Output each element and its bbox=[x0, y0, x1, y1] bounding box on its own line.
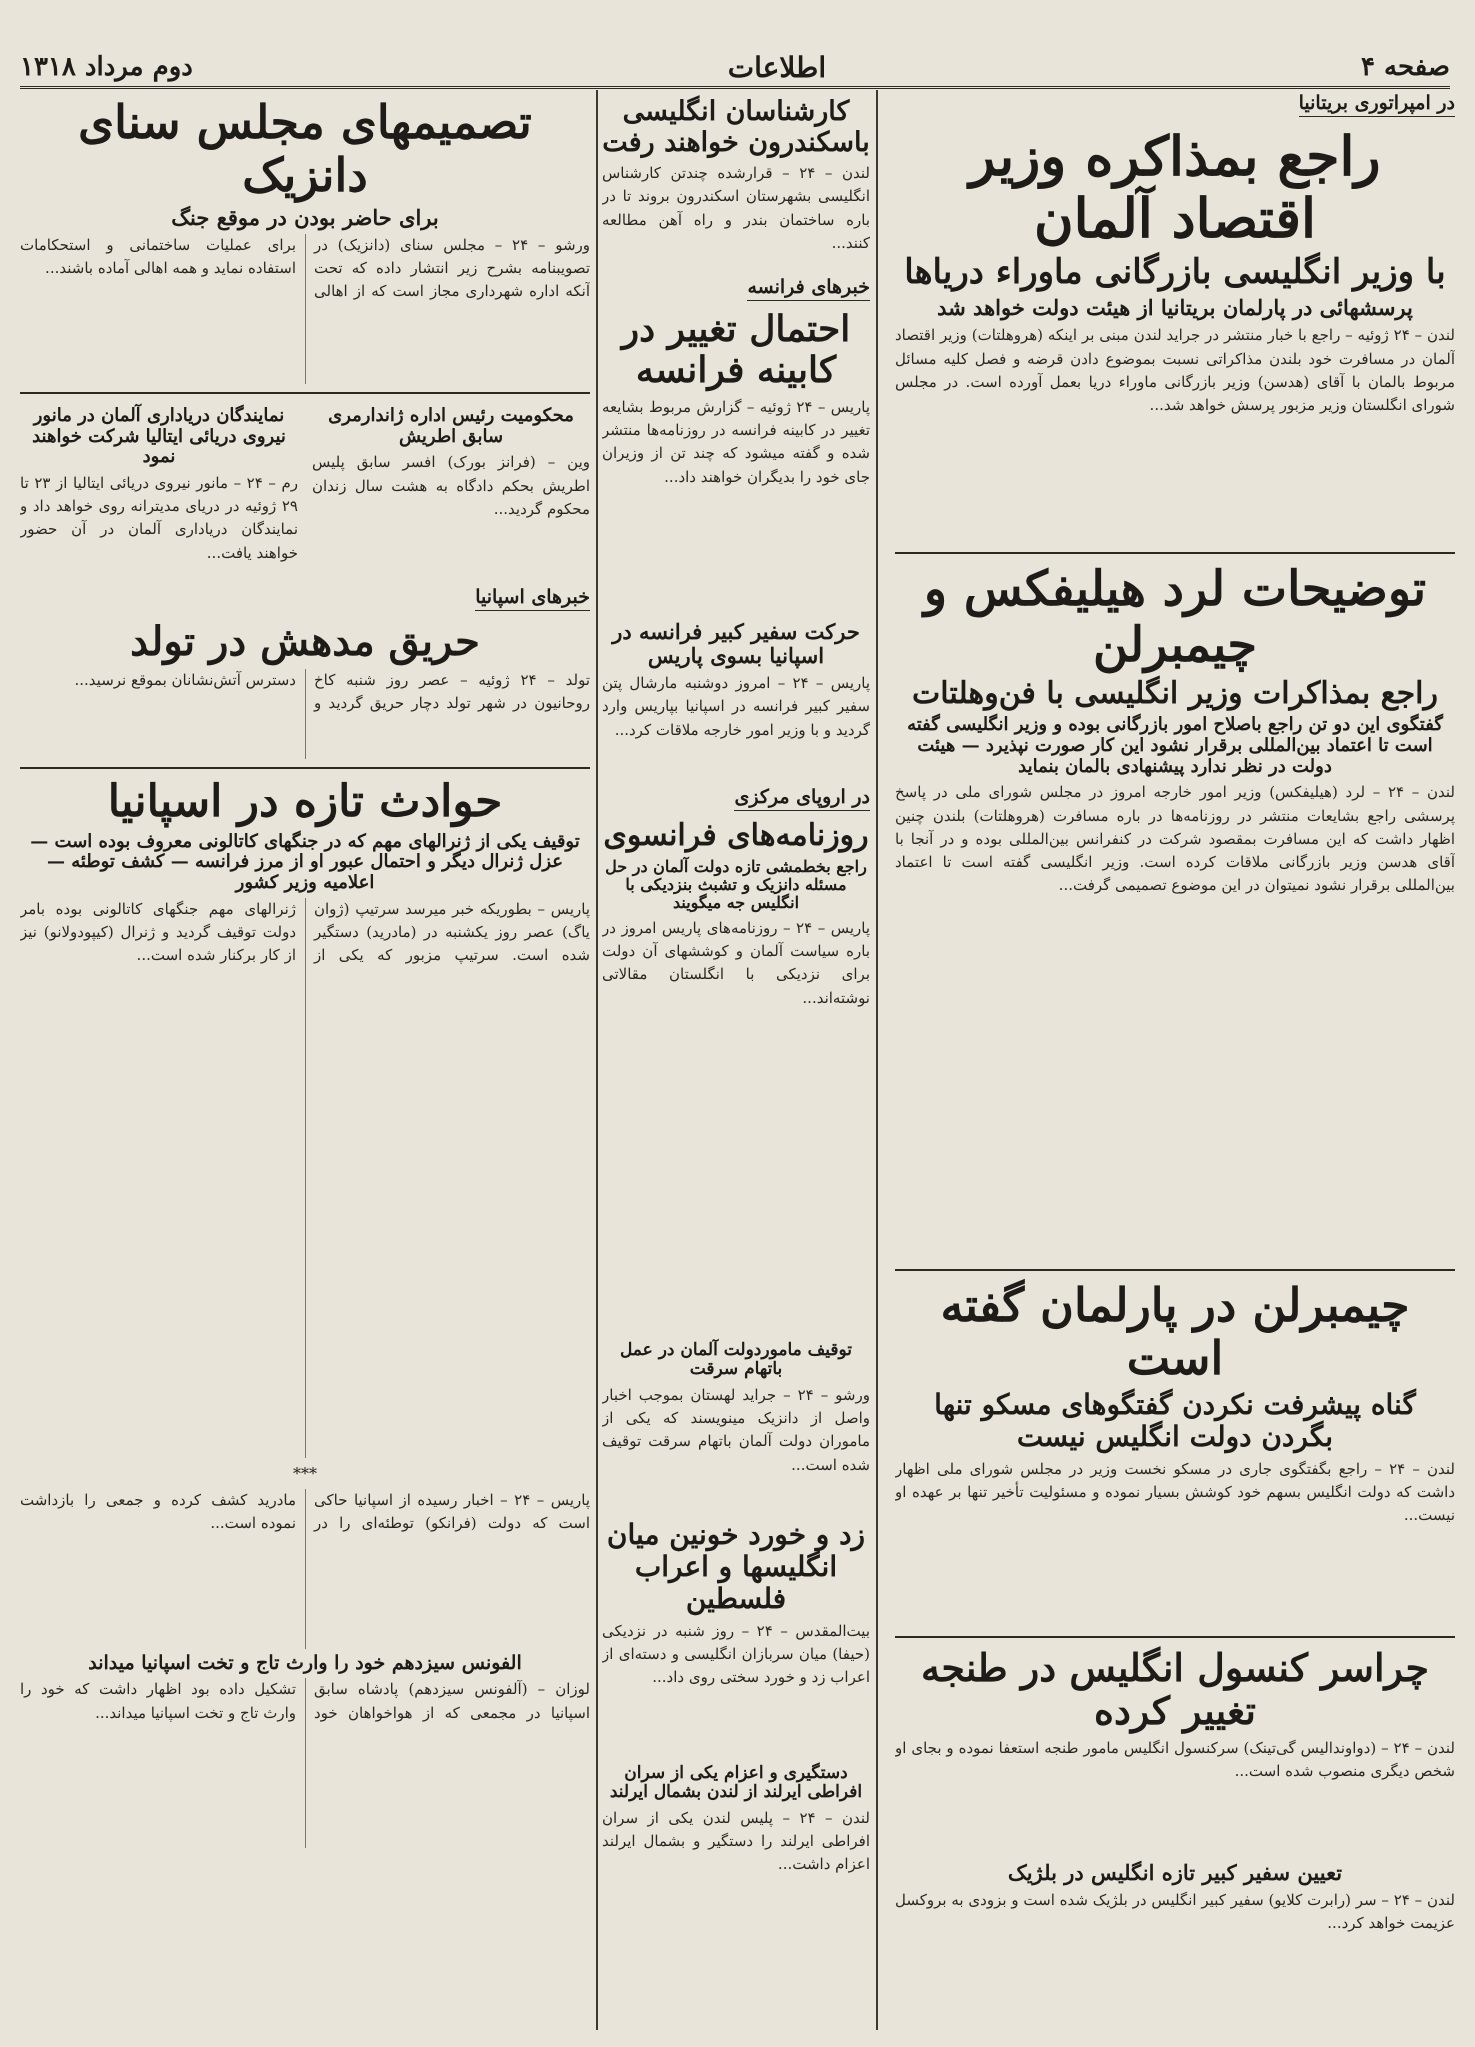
subheadline-trade-confidence: گفتگوی این دو تن راجع باصلاح امور بازرگانی بوده و وزیر انگلیسی گفته است تا اعتماد بین‌المللی برقرار نشود این کار صورت نپذیرد — هیئت دولت در نظر ندارد پیشنهادی بالمان بنماید bbox=[907, 714, 1443, 777]
separator-stars: *** bbox=[293, 1463, 317, 1483]
subheadline-danzig-policy: راجع بخطمشی تازه دولت آلمان در حل مسئله دانزیک و تشبث بنزدیکی با انگلیس جه میگویند bbox=[605, 856, 867, 913]
headline-halifax-chamberlain: توضیحات لرد هیلیفکس و چیمبرلن bbox=[923, 561, 1427, 673]
headline-french-ambassador-spain: حرکت سفیر کبیر فرانسه در اسپانیا بسوی پاریس bbox=[612, 618, 860, 669]
column-divider-right bbox=[876, 90, 878, 2030]
right-column bbox=[895, 92, 1455, 2032]
headline-german-agent-arrest: توقیف ماموردولت آلمان در عمل باتهام سرقت bbox=[619, 1339, 853, 1380]
subheadline-war-readiness: برای حاضر بودن در موقع جنگ bbox=[171, 204, 439, 230]
headline-danzig-senate: تصمیمهای مجلس سنای دانزیک bbox=[78, 95, 532, 202]
article-body-tangier: لندن – ۲۴ – (دواوندالیس گی‌تینک) سرکنسول انگلیس مامور طنجه استعفا نموده و بجای او شخص دیگری منصوب شده است... bbox=[895, 1738, 1455, 1781]
subheadline-overseas-trade: با وزیر انگلیسی بازرگانی ماوراء دریاها bbox=[904, 252, 1446, 293]
article-body-iskenderun: لندن – ۲۴ – قرارشده چندتن کارشناس انگلیسی بشهرستان اسکندرون بروند تا در باره ساختمان بندر و راه آهن مطالعه کنند... bbox=[602, 164, 870, 252]
article-body-arrest: ورشو – ۲۴ – جراید لهستان بموجب اخبار واصل از دانزیک مینویسند که یکی از ماموران دولت آلمان باتهام سرقت توقیف شده است... bbox=[602, 1385, 870, 1474]
headline-tangier-consul: چراسر کنسول انگلیس در طنجه تغییر کرده bbox=[921, 1644, 1429, 1734]
column-divider-left bbox=[596, 90, 598, 2030]
subheadline-parliament-questions: پرسشهائی در پارلمان بریتانیا از هیئت دولت خواهد شد bbox=[937, 295, 1413, 321]
article-body-alfonso: لوزان – (آلفونس سیزدهم) پادشاه سابق اسپانیا در مجمعی که از هواخواهان خود تشکیل داده بود اظهار داشت که خود را وارث تاج و تخت اسپانیا میداند... bbox=[20, 1680, 590, 1722]
headline-belgium-ambassador: تعیین سفیر کبیر تازه انگلیس در بلژیک bbox=[1007, 1859, 1343, 1885]
headline-french-newspapers: روزنامه‌های فرانسوی bbox=[603, 818, 869, 854]
left-column bbox=[20, 92, 590, 2032]
headline-ireland-arrest: دستگیری و اعزام یکی از سران افراطی ایرلند از لندن بشمال ایرلند bbox=[609, 1762, 863, 1803]
divider bbox=[895, 1269, 1455, 1271]
headline-german-economy-minister: راجع بمذاکره وزیر اقتصاد آلمان bbox=[969, 124, 1381, 251]
headline-austria-police-chief: محکومیت رئیس اداره ژاندارمری سابق اطریش bbox=[328, 404, 574, 447]
article-body-belgium: لندن – ۲۴ – سر (رابرت کلایو) سفیر کبیر انگلیس در بلژیک شده است و بزودی به بروکسل عزیمت خواهد کرد... bbox=[895, 1891, 1455, 1933]
headline-palestine-clash: زد و خورد خونین میان انگلیسها و اعراب فلسطین bbox=[606, 1518, 866, 1616]
headline-toledo-fire: حریق مدهش در تولد bbox=[130, 617, 480, 665]
article-body-navy: رم – ۲۴ – مانور نیروی دریائی ایتالیا از ۲۳ تا ۲۹ ژوئیه در دریای مدیترانه روی خواهد داد و نمایندگان دریاداری آلمان در آن حضور خواهند یافت... bbox=[20, 473, 298, 562]
section-label-british-empire: در امپراتوری بریتانیا bbox=[1299, 92, 1455, 117]
article-body-french-press: پاریس – ۲۴ – روزنامه‌های پاریس امروز در باره سیاست آلمان و کوششهای آن دولت برای نزدیکی با انگلستان مقالاتی نوشته‌اند... bbox=[602, 918, 870, 1007]
headline-spain-events: حوادث تازه در اسپانیا bbox=[107, 775, 503, 827]
article-body-austria: وین – (فرانز بورک) افسر سابق پلیس اطریش بحکم دادگاه به هشت سال زندان محکوم گردید... bbox=[312, 453, 590, 518]
section-label-france: خبرهای فرانسه bbox=[747, 276, 870, 301]
article-body-french-cabinet: پاریس – ۲۴ ژوئیه – گزارش مربوط بشایعه تغییر در کابینه فرانسه در روزنامه‌ها منتشر شده و گفته میشود که چند تن از وزیران جای خود را بدیگران خواهند داد... bbox=[602, 397, 870, 486]
section-label-central-europe: در اروپای مرکزی bbox=[734, 786, 870, 811]
subheadline-general-arrest: توقیف یکی از ژنرالهای مهم که در جنگهای کاتالونی معروف بوده است — عزل ژنرال دیگر و احتمال عبور او از مرز فرانسه — کشف توطئه — اعلامیه وزیر کشور bbox=[30, 830, 580, 893]
article-body-moscow: لندن – ۲۴ – راجع بگفتگوی جاری در مسکو نخست وزیر در مجلس شورای ملی اظهار داشت که دولت انگلیس بسهم خود کوشش بسیار نموده و مسئولیت تأخیر تنها بر عهده او نیست... bbox=[895, 1459, 1455, 1525]
page-number: صفحه ۴ bbox=[1361, 52, 1450, 82]
article-body-plot: پاریس – ۲۴ – اخبار رسیده از اسپانیا حاکی است که دولت (فرانکو) توطئه‌ای را در مادرید کشف کرده و جمعی را بازداشت نموده است... bbox=[20, 1490, 590, 1532]
headline-french-cabinet: احتمال تغییر در کابینه فرانسه bbox=[621, 308, 851, 392]
masthead bbox=[20, 48, 1450, 89]
headline-alfonso-xiii: الفونس سیزدهم خود را وارث تاج و تخت اسپانیا میداند bbox=[88, 1651, 522, 1674]
subheadline-moscow-talks: گناه پیشرفت نکردن گفتگوهای مسکو تنها بگردن دولت انگلیس نیست bbox=[934, 1388, 1416, 1454]
article-body-danzig: ورشو – ۲۴ – مجلس سنای (دانزیک) در تصویبنامه بشرح زیر انتشار داده که تحت آنکه اداره شهرداری مجاز است که از اهالی برای عملیات ساختمانی و استحکامات استفاده نماید و همه اهالی آماده باشند... bbox=[20, 235, 590, 301]
divider bbox=[20, 767, 590, 769]
subheadline-wohlthat-talks: راجع بمذاکرات وزیر انگلیسی با فن‌وهلتات bbox=[912, 675, 1438, 711]
headline-british-experts-iskenderun: کارشناسان انگلیسی باسکندرون خواهند رفت bbox=[602, 96, 870, 159]
divider bbox=[895, 1636, 1455, 1638]
article-body-palestine: بیت‌المقدس – ۲۴ – روز شنبه در نزدیکی (حیفا) میان سربازان انگلیسی و دسته‌ای از اعراب زد و خورد سختی روی داد... bbox=[602, 1621, 870, 1687]
paper-name: اطلاعات bbox=[727, 50, 827, 84]
divider bbox=[20, 392, 590, 394]
issue-date: دوم مرداد ۱۳۱۸ bbox=[20, 52, 193, 82]
two-briefs-row bbox=[20, 402, 590, 586]
divider bbox=[895, 552, 1455, 554]
headline-german-navy-italy: نمایندگان دریاداری آلمان در مانور نیروی دریائی ایتالیا شرکت خواهند نمود bbox=[32, 404, 286, 468]
headline-chamberlain-parliament: چیمبرلن در پارلمان گفته است bbox=[940, 1278, 1410, 1386]
article-body-ambassador: پاریس – ۲۴ – امروز دوشنبه مارشال پتن سفیر کبیر فرانسه در اسپانیا بپاریس وارد گردید و با وزیر امور خارجه ملاقات کرد... bbox=[602, 674, 870, 739]
article-body-ireland: لندن – ۲۴ – پلیس لندن یکی از سران افراطی ایرلند را دستگیر و بشمال ایرلند اعزام داشت... bbox=[602, 1808, 870, 1874]
palestine-ireland-block bbox=[602, 1515, 870, 2035]
brief-navy bbox=[20, 402, 298, 586]
article-body-halifax: لندن – ۲۴ – لرد (هیلیفکس) وزیر امور خارجه امروز در مجلس شورای ملی در پاسخ پرسشی راجع بشایعات منتشر در روزنامه‌ها در باره مسافرت (هروهلتات) بلندن چنین اظهار داشت که این مسافرت بمقصود شرکت در کنفرانس بین‌المللی بوده و در آنجا با آقای هدسن وزیر بازرگانی ملاقات کرده است. وزیر انگلیسی گفته است تا اعتماد بین‌المللی برقرار نشود نمیتوان در این موضوع تصمیمی گرفت... bbox=[895, 783, 1455, 895]
section-label-spain: خبرهای اسپانیا bbox=[475, 586, 590, 611]
article-body-toledo: تولد – ۲۴ ژوئیه – عصر روز شنبه کاخ روحانیون در شهر تولد دچار حریق گردید و دسترس آتش‌نشانان بموقع نرسید... bbox=[74, 670, 590, 713]
brief-austria bbox=[312, 402, 590, 586]
article-body-economy: لندن – ۲۴ ژوئیه – راجع با خبار منتشر در جراید لندن مبنی بر اینکه (هروهلتات) وزیر اقتصاد آلمان در مسافرت خود بلندن مذاکراتی نسبت بموضوع دادن قرضه و فصل کلیه مسائل مربوط بالمان با آقای (هدسن) وزیر بازرگانی ماوراء دریا بعمل آورده است. در مجلس شورای انگلستان وزیر مزبور پرسش خواهد شد... bbox=[895, 326, 1455, 415]
article-body-spain: پاریس – بطوریکه خبر میرسد سرتیپ (ژوان یاگ) عصر روز یکشنبه در (مادرید) دستگیر شده است. سرتیپ مزبور که یکی از ژنرالهای مهم جنگهای کاتالونی بوده بامر دولت توقیف گردید و ژنرال (کیپودولانو) نیز از کار برکنار شده است... bbox=[20, 899, 590, 965]
